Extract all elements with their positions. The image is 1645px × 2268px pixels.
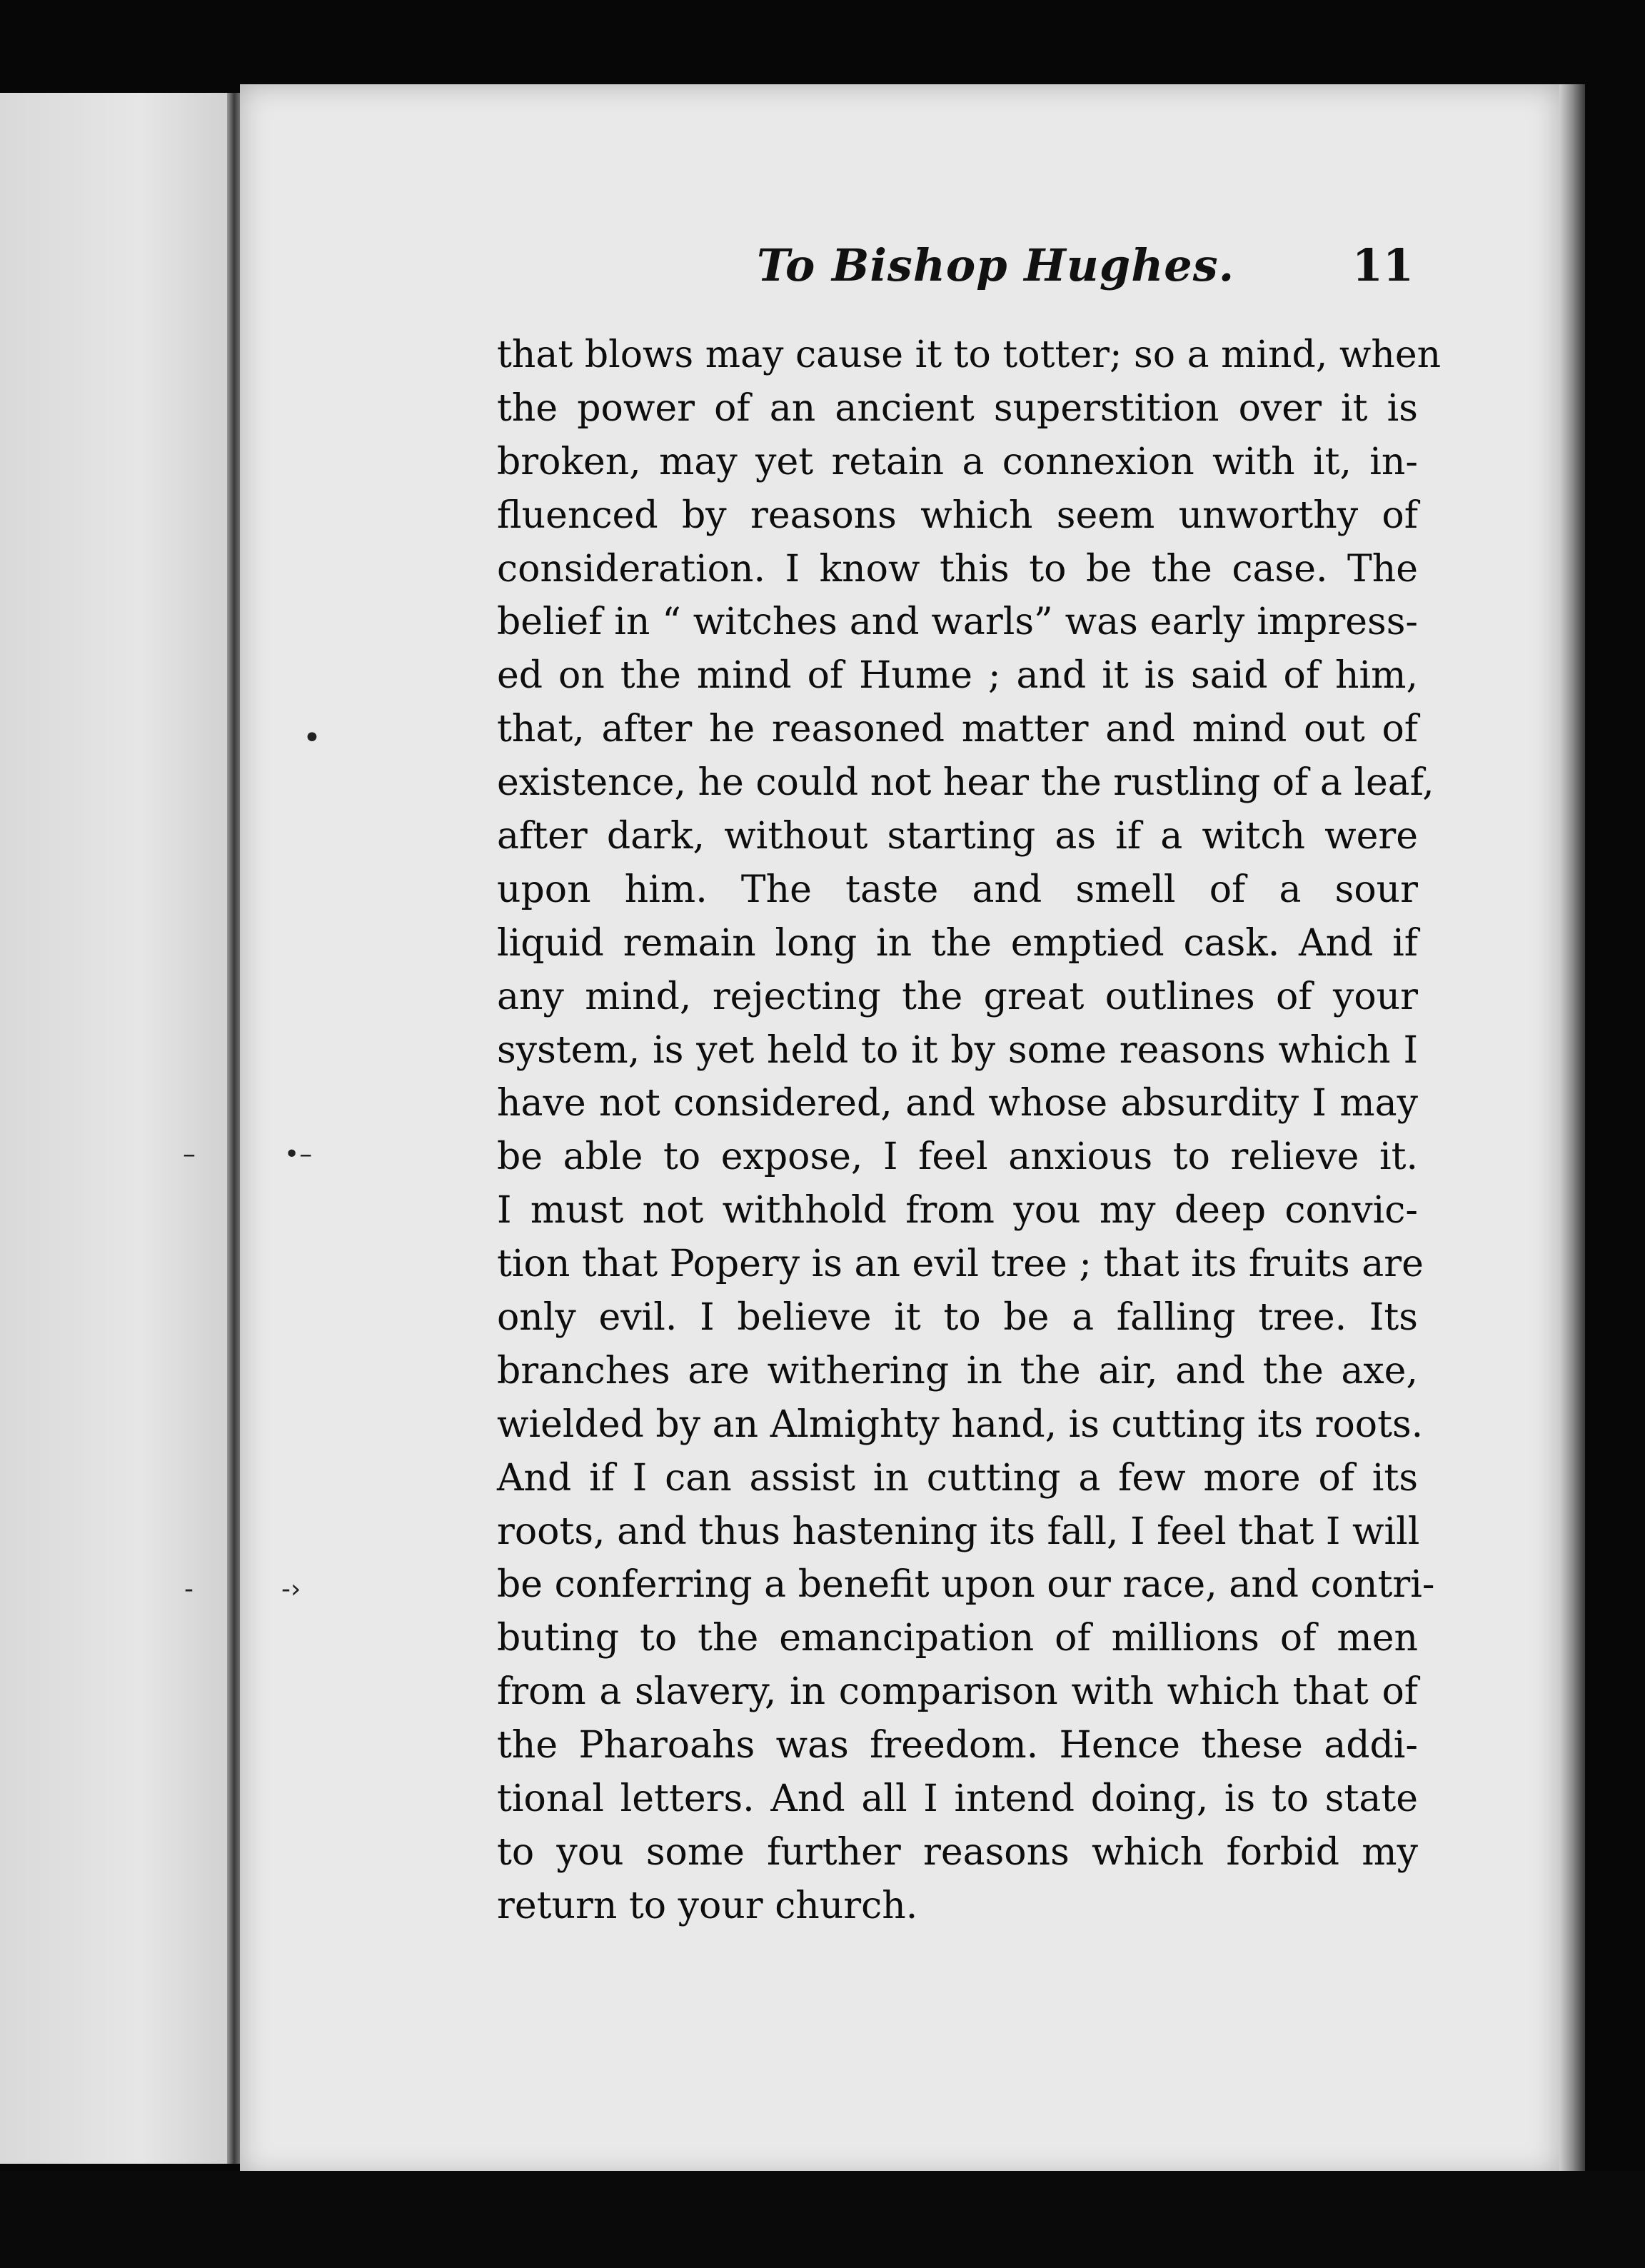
page-header	[757, 239, 1414, 291]
scan-bottom-border	[0, 2171, 1645, 2268]
text-line: roots, and thus hastening its fall, I feel that I will	[497, 1510, 1420, 1553]
text-line: broken, may yet retain a connexion with it, in-	[497, 440, 1418, 483]
left-page-edge	[0, 93, 236, 2164]
text-line: after dark, without starting as if a witch were	[497, 815, 1418, 858]
text-line: ed on the mind of Hume ; and it is said of him,	[497, 654, 1418, 698]
text-line: liquid remain long in the emptied cask. And if	[497, 921, 1418, 965]
text-line: be able to expose, I feel anxious to relieve it.	[497, 1135, 1418, 1179]
running-title: To Bishop Hughes.	[757, 239, 1235, 291]
text-line: only evil. I believe it to be a falling tree. Its	[497, 1296, 1418, 1340]
text-line: upon him. The taste and smell of a sour	[497, 868, 1418, 911]
speck-mark: •	[303, 720, 321, 756]
text-line: branches are withering in the air, and the axe,	[497, 1349, 1418, 1393]
text-line: And if I can assist in cutting a few more of its	[497, 1456, 1418, 1500]
text-line: wielded by an Almighty hand, is cutting its roots.	[497, 1403, 1424, 1446]
text-line: fluenced by reasons which seem unworthy of	[497, 493, 1418, 537]
speck-mark: ‐	[184, 1575, 193, 1604]
text-line: the power of an ancient superstition over it is	[497, 386, 1418, 430]
text-line: return to your church.	[497, 1884, 918, 1927]
text-line: any mind, rejecting the great outlines of your	[497, 975, 1418, 1018]
page-fore-edge	[1559, 84, 1585, 2198]
text-line: system, is yet held to it by some reasons which I	[497, 1028, 1418, 1072]
text-line: have not considered, and whose absurdity I may	[497, 1082, 1418, 1125]
text-line: I must not withhold from you my deep convic-	[497, 1189, 1418, 1233]
text-line: belief in “ witches and warls” was early impress-	[497, 601, 1418, 644]
body-paragraph	[497, 328, 1442, 1933]
text-line: that blows may cause it to totter; so a mind, when	[497, 333, 1442, 376]
text-line: consideration. I know this to be the case. The	[497, 547, 1418, 591]
text-line: the Pharoahs was freedom. Hence these addi-	[497, 1724, 1418, 1767]
speck-mark: ‐›	[281, 1575, 301, 1604]
text-line: be conferring a benefit upon our race, and contri-	[497, 1563, 1435, 1607]
text-line: that, after he reasoned matter and mind out of	[497, 708, 1418, 751]
speck-mark: •–	[284, 1140, 313, 1169]
text-line: tion that Popery is an evil tree ; that its fruits are	[497, 1243, 1424, 1286]
text-line: from a slavery, in comparison with which that of	[497, 1670, 1418, 1714]
speck-mark: –	[183, 1140, 196, 1169]
text-line: to you some further reasons which forbid my	[497, 1830, 1418, 1874]
text-line: existence, he could not hear the rustling of a leaf,	[497, 761, 1434, 805]
text-line: buting to the emancipation of millions of men	[497, 1617, 1418, 1660]
page-number: 11	[1352, 239, 1414, 291]
text-line: tional letters. And all I intend doing, is to state	[497, 1777, 1418, 1821]
